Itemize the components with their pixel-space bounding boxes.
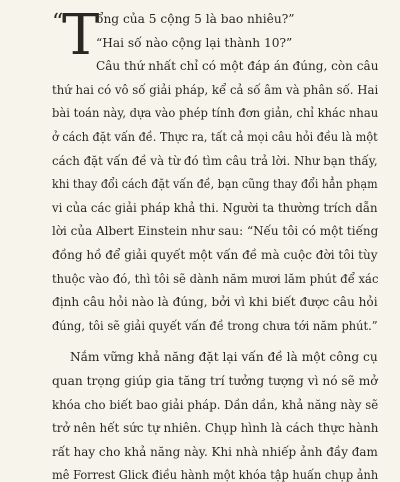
text-line: định câu hỏi nào là đúng, bởi vì khi biết được câu hỏi bbox=[52, 295, 378, 310]
text-line: thuộc vào đó, thì tôi sẽ dành năm mươi lăm phút để xác bbox=[52, 271, 379, 286]
text-line: rất hay cho khả năng này. Khi nhà nhiếp ảnh đầy đam bbox=[52, 444, 378, 459]
text-line: vi của các giải pháp khả thi. Người ta thường trích dẫn bbox=[52, 200, 378, 215]
text-line: trở nên hết sức tự nhiên. Chụp hình là cách thực hành bbox=[52, 421, 379, 436]
text-line: khi thay đổi cách đặt vấn đề, bạn cũng thay đổi hẳn phạm bbox=[52, 177, 378, 192]
text-line: mê Forrest Glick điều hành một khóa tập huấn chụp ảnh bbox=[52, 468, 379, 482]
text-line: thứ hai có vô số giải pháp, kể cả số âm và phân số. Hai bbox=[52, 82, 379, 97]
opening-quote-mark: “ bbox=[52, 10, 64, 35]
text-line: đồng hồ để giải quyết một vấn đề mà cuộc đời tôi tùy bbox=[52, 248, 378, 262]
text-line: khóa cho biết bao giải pháp. Dần dần, khả năng này sẽ bbox=[52, 397, 379, 412]
text-line: bài toán này, dựa vào phép tính đơn giản, chỉ khác nhau bbox=[52, 106, 379, 121]
text-line: đúng, tôi sẽ giải quyết vấn đề trong chưa tới năm phút.” bbox=[52, 318, 378, 333]
text-line: Câu thứ nhất chỉ có một đáp án đúng, còn câu bbox=[96, 59, 379, 74]
drop-cap-letter: T bbox=[62, 3, 100, 68]
text-line: quan trọng giúp gia tăng trí tưởng tượng vì nó sẽ mở bbox=[52, 374, 378, 388]
text-line: lời của Albert Einstein như sau: “Nếu tôi có một tiếng bbox=[52, 224, 379, 239]
text-line: ở cách đặt vấn đề. Thực ra, tất cả mọi câu hỏi đều là một bbox=[52, 130, 378, 144]
text-line: Nắm vững khả năng đặt lại vấn đề là một công cụ bbox=[70, 350, 378, 365]
text-line: ổng của 5 cộng 5 là bao nhiêu?” bbox=[96, 12, 295, 26]
text-line: “Hai số nào cộng lại thành 10?” bbox=[96, 35, 293, 50]
text-line: cách đặt vấn đề và từ đó tìm câu trả lời. Như bạn thấy, bbox=[52, 153, 378, 168]
